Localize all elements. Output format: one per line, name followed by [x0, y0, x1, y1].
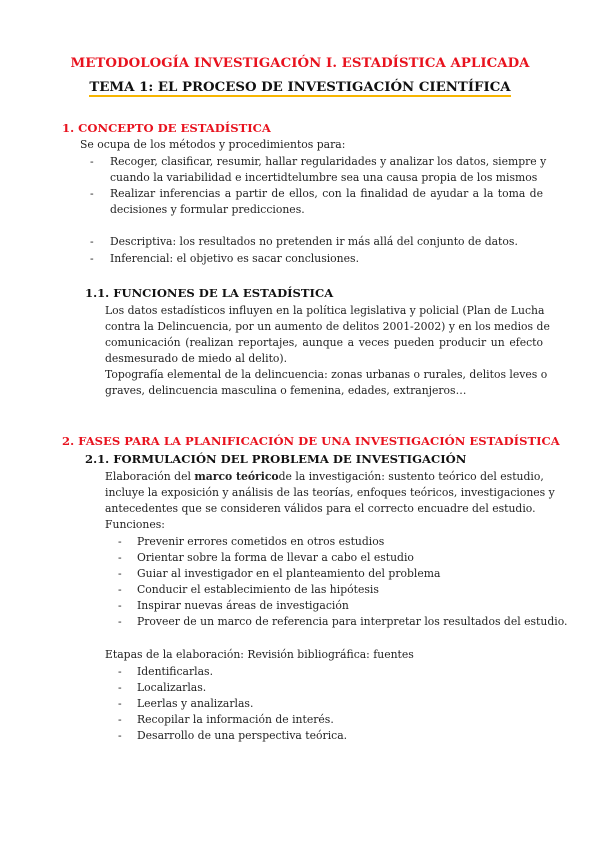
list-item: Orientar sobre la forma de llevar a cabo el estudio: [137, 551, 414, 564]
bullet-dash: -: [118, 567, 122, 580]
text-run: [105, 470, 279, 483]
paragraph-line: [105, 470, 543, 483]
etapas-label: Etapas de la elaboración: Revisión bibliográfica: fuentes: [105, 648, 414, 661]
list-item: Recopilar la información de interés.: [137, 713, 334, 726]
text-run: de la investigación: sustento teórico del estudio,: [278, 470, 544, 483]
bullet-dash: -: [118, 551, 122, 564]
bullet-dash: -: [118, 665, 122, 678]
bullet-dash: -: [90, 187, 94, 200]
list-item: Desarrollo de una perspectiva teórica.: [137, 729, 348, 742]
section-2-heading: 2. FASES PARA LA PLANIFICACIÓN DE UNA INVESTIGACIÓN ESTADÍSTICA: [62, 434, 560, 448]
paragraph-line: Los datos estadísticos influyen en la política legislativa y policial (Plan de Lucha: [105, 304, 545, 317]
document-subtitle: [0, 80, 600, 95]
funciones-label: Funciones:: [105, 518, 165, 531]
subsection-2-1-heading: 2.1. FORMULACIÓN DEL PROBLEMA DE INVESTIGACIÓN: [85, 452, 467, 466]
bullet-dash: -: [90, 252, 94, 265]
bullet-dash: -: [118, 713, 122, 726]
list-item: Guiar al investigador en el planteamiento del problema: [137, 567, 441, 580]
bullet-dash: -: [118, 615, 122, 628]
list-item: Descriptiva: los resultados no pretenden ir más allá del conjunto de datos.: [110, 235, 518, 248]
list-item: Conducir el establecimiento de las hipótesis: [137, 583, 379, 596]
list-item-line: decisiones y formular predicciones.: [110, 203, 305, 216]
subsection-1-1-heading: 1.1. FUNCIONES DE LA ESTADÍSTICA: [85, 286, 334, 300]
list-item: Identificarlas.: [137, 665, 214, 678]
list-item: Inferencial: el objetivo es sacar conclusiones.: [110, 252, 359, 265]
list-item: Prevenir errores cometidos en otros estudios: [137, 535, 385, 548]
list-item-line: Realizar inferencias a partir de ellos, con la finalidad de ayudar a la toma de: [110, 187, 543, 200]
bullet-dash: -: [118, 729, 122, 742]
paragraph-line: Topografía elemental de la delincuencia: zonas urbanas o rurales, delitos leves o: [105, 368, 548, 381]
paragraph-line: comunicación (realizan reportajes, aunque a veces pueden producir un efecto: [105, 336, 543, 349]
list-item-line: cuando la variabilidad e incertidtelumbre sea una causa propia de los mismos: [110, 171, 538, 184]
section-1-heading: 1. CONCEPTO DE ESTADÍSTICA: [62, 121, 271, 135]
subtitle-text: TEMA 1: EL PROCESO DE INVESTIGACIÓN CIENTÍFICA: [89, 80, 511, 95]
bullet-dash: -: [118, 697, 122, 710]
document-title: METODOLOGÍA INVESTIGACIÓN I. ESTADÍSTICA APLICADA: [70, 56, 530, 71]
paragraph-line: desmesurado de miedo al delito).: [105, 352, 288, 365]
list-item: Inspirar nuevas áreas de investigación: [137, 599, 349, 612]
paragraph-line: antecedentes que se consideren válidos para el correcto encuadre del estudio.: [105, 502, 536, 515]
section-1-intro: Se ocupa de los métodos y procedimientos para:: [80, 138, 346, 151]
bullet-dash: -: [118, 681, 122, 694]
bullet-dash: -: [118, 599, 122, 612]
list-item: Proveer de un marco de referencia para interpretar los resultados del estudio.: [137, 615, 568, 628]
paragraph-line: incluye la exposición y análisis de las teorías, enfoques teóricos, investigaciones y: [105, 486, 555, 499]
list-item: Localizarlas.: [137, 681, 207, 694]
list-item-line: Recoger, clasificar, resumir, hallar regularidades y analizar los datos, siempre y: [110, 155, 547, 168]
list-item: Leerlas y analizarlas.: [137, 697, 254, 710]
bullet-dash: -: [90, 155, 94, 168]
bullet-dash: -: [118, 583, 122, 596]
text-run: Elaboración del: [105, 470, 195, 483]
bold-term: marco teórico: [194, 470, 279, 483]
paragraph-line: graves, delincuencia masculina o femenina, edades, extranjeros…: [105, 384, 467, 397]
bullet-dash: -: [118, 535, 122, 548]
bullet-dash: -: [90, 235, 94, 248]
paragraph-line: contra la Delincuencia, por un aumento de delitos 2001-2002) y en los medios de: [105, 320, 550, 333]
